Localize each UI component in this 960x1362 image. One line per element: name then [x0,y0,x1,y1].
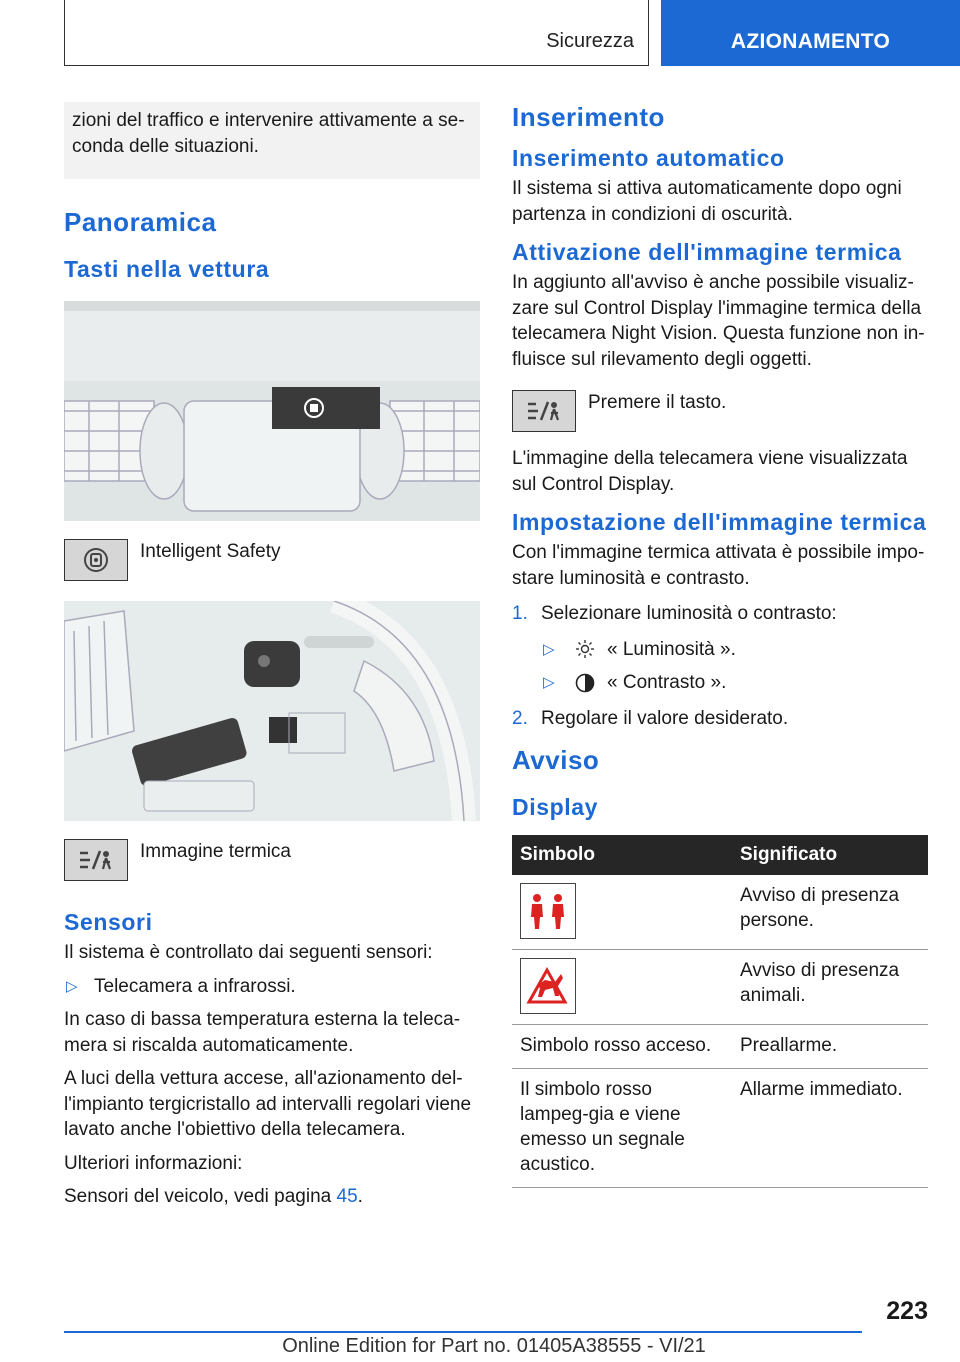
contrast-icon [575,673,595,693]
table-row [512,950,928,1025]
table-row [512,1025,928,1069]
steps-list [512,601,928,731]
list-item [512,706,928,732]
sensori-item-text: Telecamera a infrarossi. [94,975,296,997]
table-header-simbolo: Simbolo [512,835,732,875]
list-item [64,974,480,1000]
table-cell-meaning: Preallarme. [732,1025,928,1069]
step2-text: Regolare il valore desiderato. [541,707,789,729]
note-box [64,102,480,179]
page-number: 223 [886,1297,928,1325]
table-cell-meaning: Avviso di presenza animali. [732,950,928,1025]
impostazione-text: Con l'immagine termica attivata è possibile impo-stare luminosità e contrasto. [512,542,925,589]
step1-text: Selezionare luminosità o contrasto: [541,603,837,624]
left-column [64,102,480,1210]
person-warning-icon [520,883,576,939]
press-label: Premere il tasto. [588,392,727,413]
footer-divider [64,1331,862,1333]
header-chapter: AZIONAMENTO [730,30,891,53]
contrast-label: « Contrasto ». [607,672,727,693]
table-header-significato: Significato [732,835,928,875]
press-button-row [512,390,928,432]
sensori-ref-end: . [357,1186,363,1207]
header-chapter-tab[interactable] [661,0,960,66]
brightness-icon [575,639,595,659]
heading-inserimento-automatico: Inserimento automatico [512,145,785,171]
auto-text: Il sistema si attiva automaticamente dopo ogni partenza in condizioni di oscurità. [512,178,902,225]
list-item [541,670,928,696]
note-text: zioni del traffico e intervenire attivamente a se-conda delle situazioni. [72,110,465,157]
header-section-box [64,0,649,66]
list-item [541,637,928,663]
sensori-p4 [64,1184,480,1210]
table-row [512,875,928,950]
sensori-list [64,974,480,1000]
step-number: 2. [512,707,528,729]
heading-impostazione: Impostazione dell'immagine termica [512,509,927,535]
sensori-p1: In caso di bassa temperatura esterna la teleca-mera si riscalda automaticamente. [64,1009,461,1056]
heading-avviso: Avviso [512,745,600,775]
table-cell-meaning: Allarme immediato. [732,1069,928,1188]
table-row [512,1069,928,1188]
heading-tasti: Tasti nella vettura [64,256,270,282]
heading-panoramica: Panoramica [64,207,217,237]
animal-warning-icon [520,958,576,1014]
heading-attivazione: Attivazione dell'immagine termica [512,239,902,265]
right-column [512,102,928,1188]
thermal-image-label: Immagine termica [140,841,291,862]
table-cell-symbol: Simbolo rosso acceso. [512,1025,732,1069]
triangle-bullet-icon: ▷ [66,977,78,995]
triangle-bullet-icon: ▷ [543,640,555,658]
step-number: 1. [512,603,528,624]
steering-photo [64,601,480,821]
button-thermal-row [64,839,480,881]
sensori-p3: Ulteriori informazioni: [64,1152,243,1174]
thermal-image-button-icon [64,839,128,881]
heading-sensori: Sensori [64,909,153,935]
triangle-bullet-icon: ▷ [543,674,555,691]
table-cell-symbol: Il simbolo rosso lampeg-gia e viene emesso un segnale acustico. [512,1069,732,1188]
list-item [512,601,928,696]
sensori-ref-text: Sensori del veicolo, vedi pagina [64,1186,337,1207]
sensori-intro: Il sistema è controllato dai seguenti sensori: [64,942,433,963]
heading-inserimento: Inserimento [512,102,665,132]
attivazione-text: In aggiunto all'avviso è anche possibile visualiz-zare sul Control Display l'immagine termica della telecamera Night Vision. Questa funzione non in-fluisce sul rilevamento degli oggetti. [512,272,925,370]
after-press-text: L'immagine della telecamera viene visualizzata sul Control Display. [512,448,908,495]
heading-display: Display [512,794,599,820]
dashboard-photo [64,301,480,521]
footer-edition: Online Edition for Part no. 01405A38555 - VI/21 [282,1335,706,1357]
page-link-45[interactable]: 45 [336,1186,358,1207]
header-section: Sicurezza [546,30,634,52]
intelligent-safety-label: Intelligent Safety [140,541,281,562]
sensori-p2: A luci della vettura accese, all'azionamento del-l'impianto tergicristallo ad intervalli regolari viene lavato anche l'obiettivo della telecamera. [64,1068,472,1140]
table-cell-meaning: Avviso di presenza persone. [732,875,928,950]
intelligent-safety-button-icon [64,539,128,581]
thermal-image-button-icon [512,390,576,432]
button-intelligent-safety-row [64,539,480,581]
brightness-label: « Luminosità ». [607,638,736,660]
symbol-table [512,835,928,1188]
